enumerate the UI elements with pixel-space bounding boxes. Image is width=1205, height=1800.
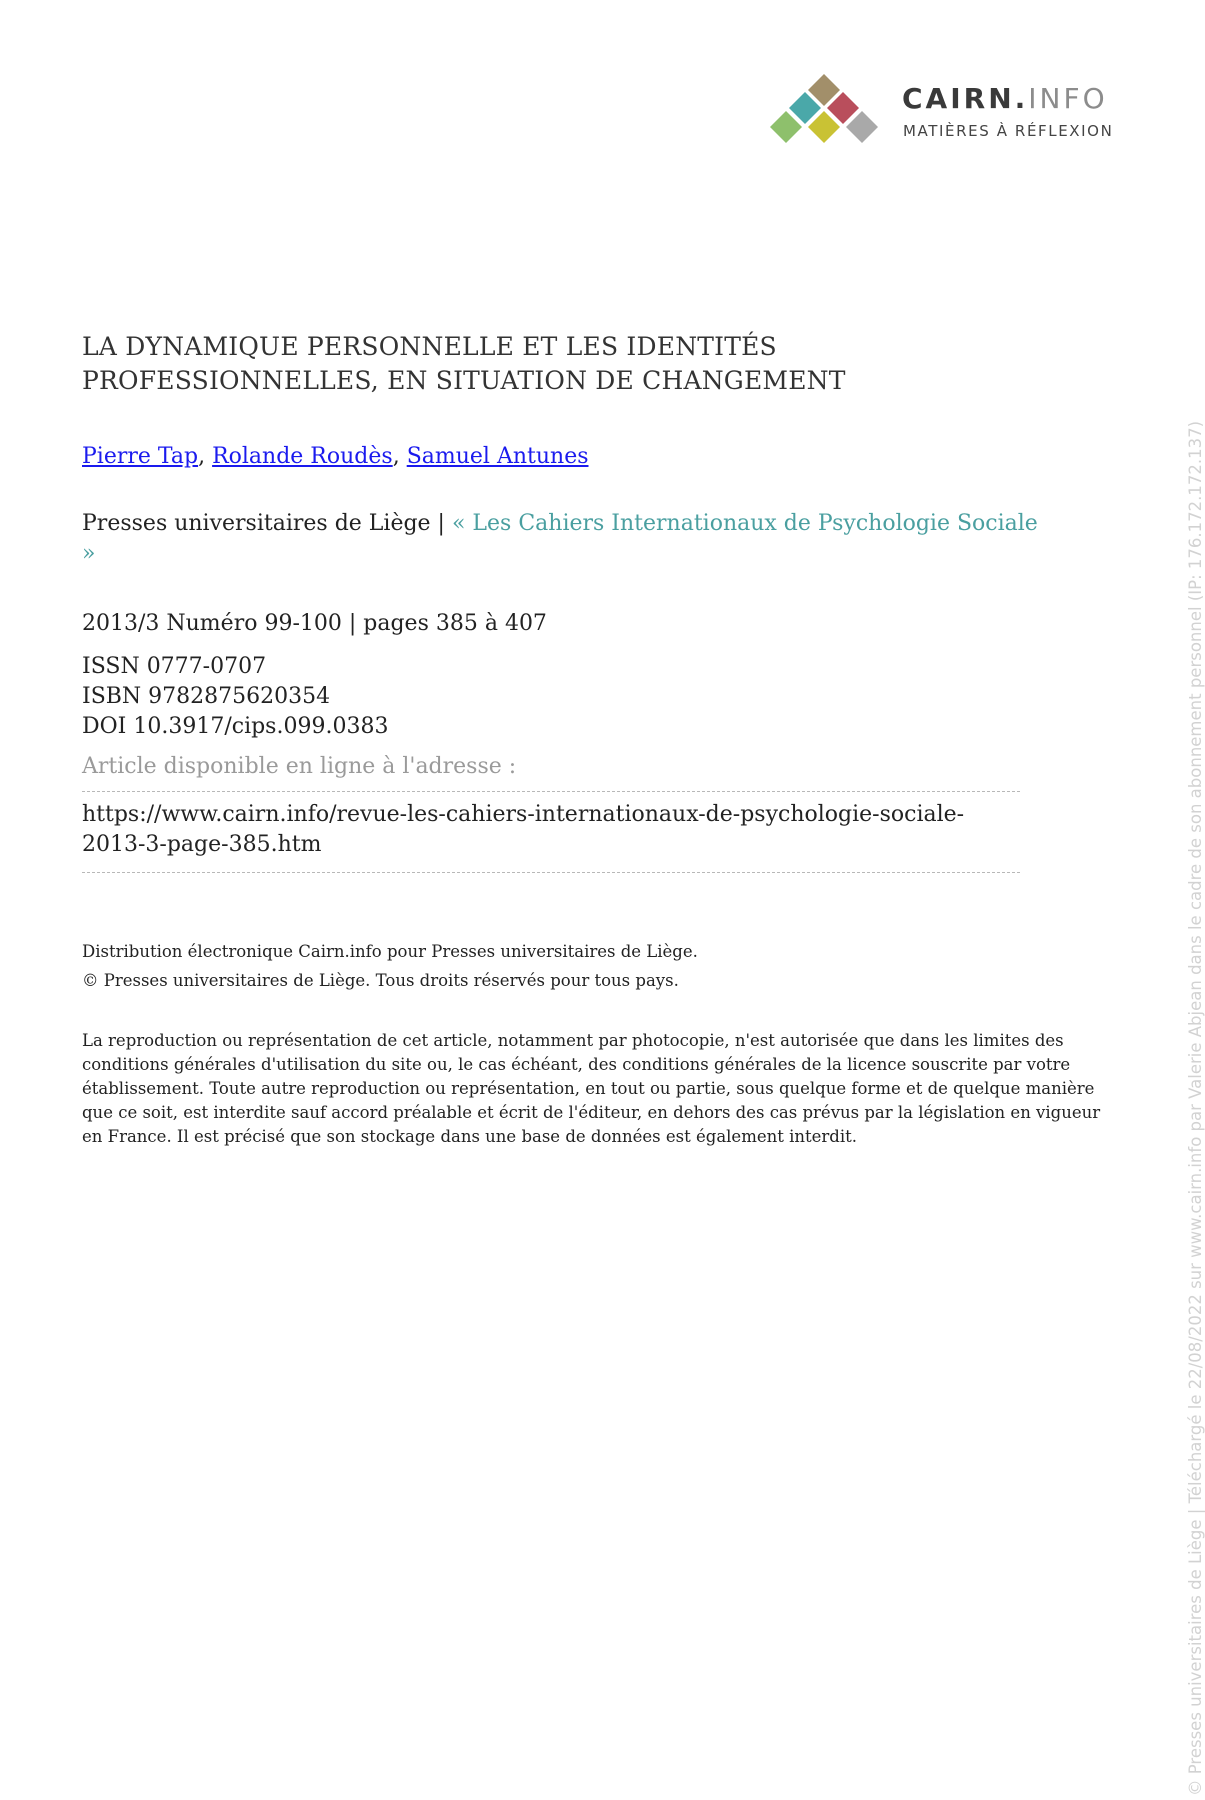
distribution-line-1: Distribution électronique Cairn.info pour Presses universitaires de Liège.: [82, 942, 698, 961]
cairn-logo: [760, 72, 1140, 162]
logo-tagline: MATIÈRES À RÉFLEXION: [903, 122, 1114, 140]
article-title: [82, 330, 1042, 398]
legal-notice: La reproduction ou représentation de cet article, notamment par photocopie, n'est autorisée que dans les limites des conditions générales d'utilisation du site ou, le cas échéant, des conditions générales de la licence souscrite par votre établissement. Toute autre reproduction ou représentation, en tout ou partie, sous quelque forme et de quelque manière que ce soit, est interdite sauf accord préalable et écrit de l'éditeur, en dehors des cas prévus par la législation en vigueur en France. Il est précisé que son stockage dans une base de données est également interdit.: [82, 1031, 1101, 1146]
author-link-rolande-roudes[interactable]: Rolande Roudès: [212, 444, 393, 469]
logo-brand-main: CAIRN: [902, 82, 1015, 115]
distribution-notice: [82, 937, 1042, 995]
issn: ISSN 0777-0707: [82, 654, 267, 679]
article-url[interactable]: https://www.cairn.info/revue-les-cahiers-internationaux-de-psychologie-sociale-2013-3-page-385.htm: [82, 802, 965, 857]
download-watermark: © Presses universitaires de Liège | Téléchargé le 22/08/2022 sur www.cairn.info par Valerie Abjean dans le cadre de son abonnement personnel (IP: 176.172.172.137): [1186, 420, 1205, 1796]
author-list: [82, 444, 1042, 469]
logo-brand-dot: .: [1014, 82, 1029, 115]
logo-brand-ext: INFO: [1028, 82, 1108, 115]
publisher-separator: |: [430, 511, 452, 536]
journal-link[interactable]: « Les Cahiers Internationaux de Psychologie Sociale »: [82, 511, 1038, 566]
author-separator: ,: [392, 444, 407, 469]
author-separator: ,: [198, 444, 213, 469]
available-online-label: Article disponible en ligne à l'adresse :: [82, 754, 517, 779]
identifiers: [82, 652, 1042, 742]
author-link-pierre-tap[interactable]: Pierre Tap: [82, 444, 199, 469]
article-title-line-1: LA DYNAMIQUE PERSONNELLE ET LES IDENTITÉS: [82, 332, 777, 361]
author-link-samuel-antunes[interactable]: Samuel Antunes: [406, 444, 589, 469]
publisher-name: Presses universitaires de Liège: [82, 511, 431, 536]
url-divider-bottom: [82, 872, 1020, 873]
issue-info: 2013/3 Numéro 99-100 | pages 385 à 407: [82, 611, 547, 636]
cairn-logo-mark-icon: [760, 72, 888, 158]
copyright-line: © Presses universitaires de Liège. Tous droits réservés pour tous pays.: [82, 971, 679, 990]
article-cover: [82, 330, 1101, 1149]
doi: DOI 10.3917/cips.099.0383: [82, 714, 389, 739]
url-divider-top: [82, 791, 1020, 792]
publisher-line: [82, 509, 1042, 569]
isbn: ISBN 9782875620354: [82, 684, 331, 709]
logo-brand-name: [902, 82, 1108, 115]
article-title-line-2: PROFESSIONNELLES, EN SITUATION DE CHANGEMENT: [82, 366, 846, 395]
